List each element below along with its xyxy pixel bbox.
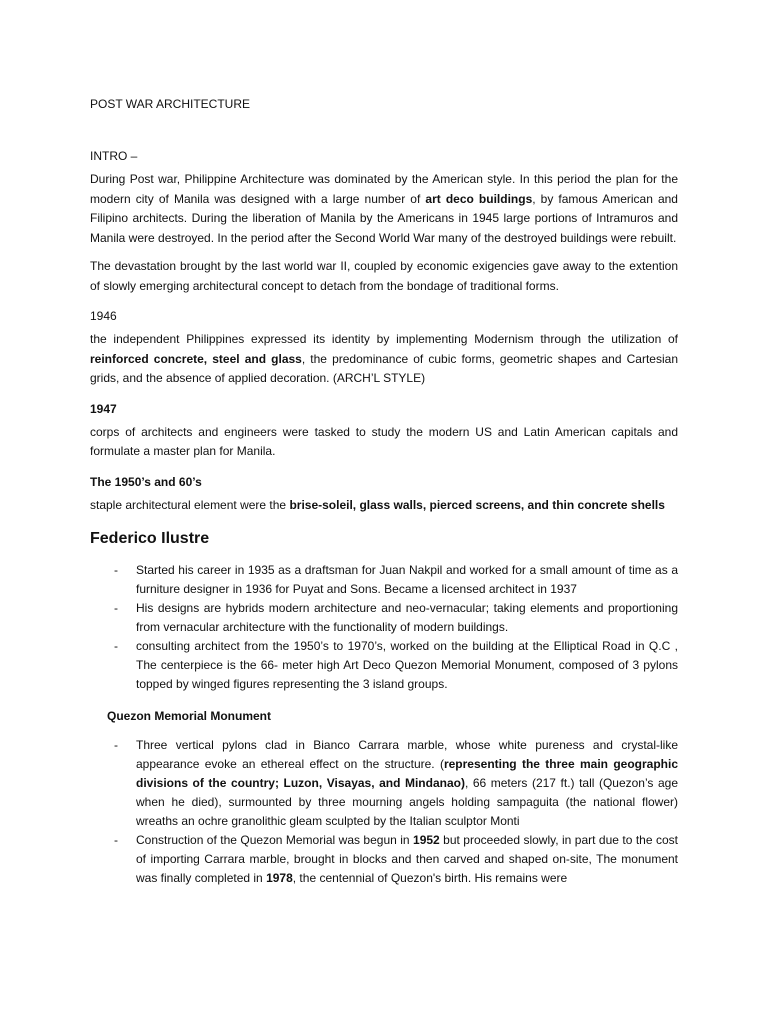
dash-bullet: -: [114, 639, 118, 653]
bold-text: art deco buildings: [425, 191, 533, 206]
text-run: but proceeded slowly, in part due to the cost of importing Carrara marble, brought in blocks and then carved and shaped on-site, The monument was finally completed in: [136, 833, 678, 885]
text-run: consulting architect from the 1950’s to 1970’s, worked on the building at the Elliptical Road in Q.C , The centerpiece is the 66- meter high Art Deco Quezon Memorial Monument, composed of 3 pylons topped by winged figures representing the 3 island groups.: [136, 639, 678, 691]
bold-text: brise-soleil, glass walls, pierced screens, and thin concrete shells: [289, 497, 665, 512]
intro-paragraph-1: [90, 170, 678, 248]
ilustre-list: [90, 561, 678, 694]
intro-paragraph-2: [90, 257, 678, 296]
text-run: Three vertical pylons clad in Bianco Carrara marble, whose white pureness and crystal-like appearance evoke an ethereal effect on the structure. (: [136, 738, 678, 771]
decades-heading: The 1950’s and 60’s: [90, 474, 202, 489]
text-run: corps of architects and engineers were tasked to study the modern US and Latin American capitals and formulate a master plan for Manila.: [90, 424, 678, 458]
dash-bullet: -: [114, 833, 118, 847]
text-run: , 66 meters (217 ft.) tall (Quezon’s age when he died), surmounted by three mourning angels holding sampaguita (the national flower) wreaths an ochre granolithic gleam sculpted by the Italian sculptor Monti: [136, 776, 678, 828]
text-run: Construction of the Quezon Memorial was begun in: [136, 833, 414, 847]
list-item: [90, 736, 678, 831]
text-run: Started his career in 1935 as a draftsman for Juan Nakpil and worked for a small amount of time as a furniture designer in 1936 for Puyat and Sons. Became a licensed architect in 1937: [136, 563, 678, 596]
bold-text: representing the three main geographic divisions of the country; Luzon, Visayas, and Mindanao): [136, 757, 678, 790]
dash-bullet: -: [114, 738, 118, 752]
paragraph-decades: [90, 496, 678, 516]
year-1946-heading: 1946: [90, 309, 117, 323]
paragraph-1946: [90, 330, 678, 389]
text-run: the independent Philippines expressed its identity by implementing Modernism through the utilization of: [90, 332, 678, 346]
list-item: [90, 599, 678, 637]
subsection-title-quezon-memorial: Quezon Memorial Monument: [107, 709, 272, 723]
dash-bullet: -: [114, 601, 118, 615]
text-run: , the predominance of cubic forms, geometric shapes and Cartesian grids, and the absence of applied decoration. (ARCH’L STYLE): [90, 351, 678, 385]
bold-text: 1952: [413, 833, 440, 847]
document-title: POST WAR ARCHITECTURE: [90, 97, 251, 111]
text-run: The devastation brought by the last world war II, coupled by economic exigencies gave away to the extention of slowly emerging architectural concept to detach from the bondage of traditional forms.: [90, 259, 678, 293]
text-run: , by famous American and Filipino architects. During the liberation of Manila by the Americans in 1945 large portions of Intramuros and Manila were destroyed. In the period after the Second World War many of the destroyed buildings were rebuilt.: [90, 191, 678, 245]
monument-list: [90, 736, 678, 888]
bold-text: 1978: [266, 871, 293, 885]
intro-heading: INTRO –: [90, 149, 138, 163]
text-run: staple architectural element were the: [90, 497, 290, 512]
text-run: During Post war, Philippine Architecture was dominated by the American style. In this period the plan for the modern city of Manila was designed with a large number of: [90, 172, 678, 206]
list-item: [90, 831, 678, 888]
paragraph-1947: [90, 423, 678, 462]
list-item: [90, 637, 678, 694]
dash-bullet: -: [114, 563, 118, 577]
year-1947-heading: 1947: [90, 401, 117, 416]
list-item: [90, 561, 678, 599]
section-title-federico-ilustre: Federico Ilustre: [90, 530, 210, 547]
text-run: , the centennial of Quezon's birth. His remains were: [292, 871, 568, 885]
bold-text: reinforced concrete, steel and glass: [90, 351, 302, 366]
text-run: His designs are hybrids modern architecture and neo-vernacular; taking elements and proportioning from vernacular architecture with the functionality of modern buildings.: [136, 601, 678, 634]
